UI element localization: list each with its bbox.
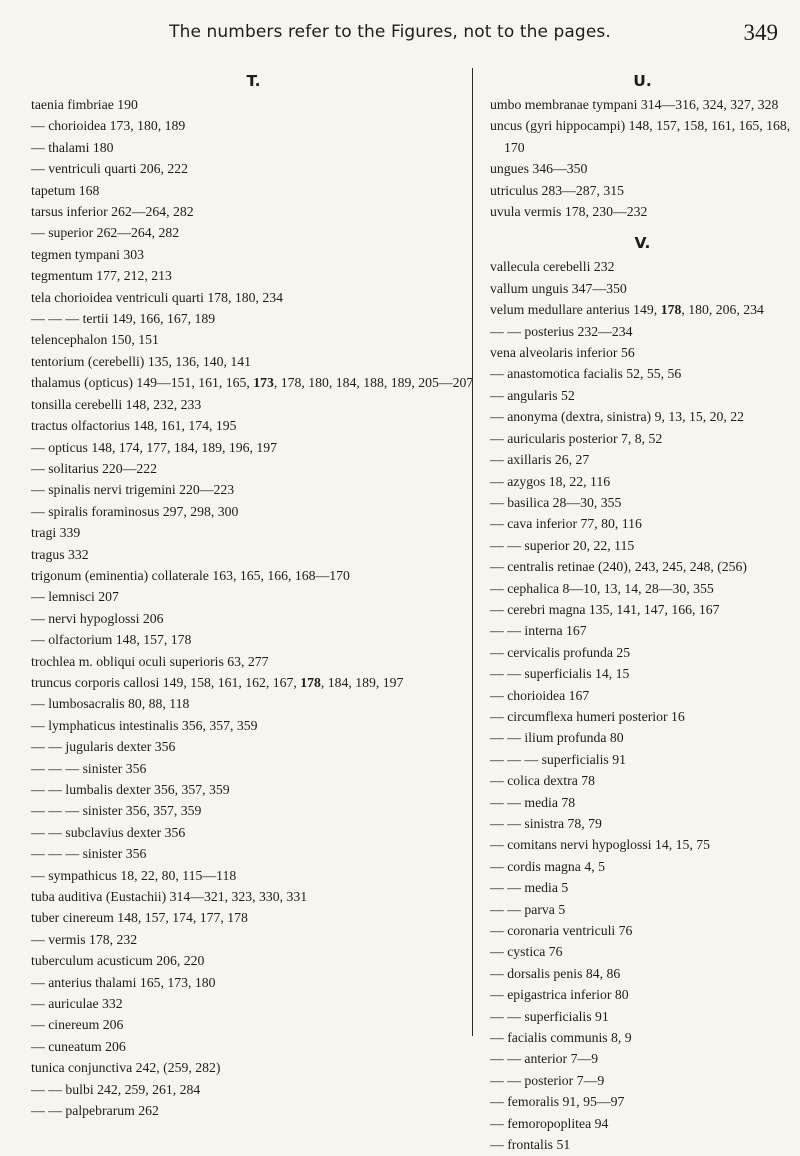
index-entry: truncus corporis callosi 149, 158, 161, 162, 167, 178, 184, 189, 197 (31, 674, 404, 690)
index-entry: — cephalica 8—10, 13, 14, 28—30, 355 (490, 580, 714, 596)
index-entry: — — superior 20, 22, 115 (490, 537, 635, 553)
index-entry: — — jugularis dexter 356 (31, 739, 176, 755)
index-entry: telencephalon 150, 151 (31, 332, 159, 348)
index-entry: taenia fimbriae 190 (31, 97, 138, 112)
index-entry: — circumflexa humeri posterior 16 (490, 708, 685, 724)
index-entry: tarsus inferior 262—264, 282 (31, 204, 194, 220)
index-entry: — — superficialis 91 (490, 1008, 609, 1024)
index-entry: — — parva 5 (490, 901, 566, 917)
index-entry: — — — tertii 149, 166, 167, 189 (31, 311, 216, 327)
index-entry: tuba auditiva (Eustachii) 314—321, 323, 330, 331 (31, 889, 308, 905)
index-entry: tonsilla cerebelli 148, 232, 233 (31, 396, 202, 412)
index-entry: — — posterius 232—234 (490, 323, 633, 339)
index-column-left (31, 70, 474, 1122)
index-entry: tragus 332 (31, 546, 89, 562)
index-entry: — dorsalis penis 84, 86 (490, 965, 621, 981)
index-entry: — — — superficialis 91 (490, 751, 626, 767)
index-entry: — ventriculi quarti 206, 222 (31, 161, 188, 177)
index-entry: tegmen tympani 303 (31, 246, 145, 262)
index-entry: — — ilium profunda 80 (490, 730, 624, 746)
index-entry: — femoropoplitea 94 (490, 1115, 609, 1131)
page-number: 349 (743, 20, 778, 45)
index-entry: — centralis retinae (240), 243, 245, 248, (256) (490, 559, 747, 575)
section-letter-heading: T. (246, 72, 261, 90)
index-entry: — — superficialis 14, 15 (490, 666, 630, 682)
index-entry: — lemnisci 207 (31, 589, 119, 605)
index-entry: — frontalis 51 (490, 1137, 571, 1153)
index-entry: — cinereum 206 (31, 1017, 124, 1033)
index-entry: — femoralis 91, 95—97 (490, 1094, 625, 1110)
index-entry: — — posterior 7—9 (490, 1072, 605, 1088)
index-entry: — sympathicus 18, 22, 80, 115—118 (31, 867, 237, 883)
index-entry: — — media 78 (490, 794, 576, 810)
index-entry: — cervicalis profunda 25 (490, 644, 631, 660)
bold-reference: 173 (253, 375, 274, 391)
index-entry: — colica dextra 78 (490, 773, 595, 789)
index-entry: — — bulbi 242, 259, 261, 284 (31, 1081, 201, 1097)
index-entry: — comitans nervi hypoglossi 14, 15, 75 (490, 837, 710, 853)
index-entry: — epigastrica inferior 80 (490, 987, 629, 1003)
running-header (0, 18, 800, 58)
index-entry: — — — sinister 356 (31, 760, 147, 776)
index-entry: vallecula cerebelli 232 (490, 259, 615, 275)
index-entry: — spiralis foraminosus 297, 298, 300 (31, 503, 239, 519)
index-entry: — anastomotica facialis 52, 55, 56 (490, 366, 682, 382)
index-entry: — facialis communis 8, 9 (490, 1030, 632, 1046)
index-entry: vallum unguis 347—350 (490, 280, 627, 296)
index-entry: — — lumbalis dexter 356, 357, 359 (31, 782, 230, 797)
index-entry: tunica conjunctiva 242, (259, 282) (31, 1060, 221, 1076)
index-entry: — angularis 52 (490, 387, 575, 403)
index-entry: — — palpebrarum 262 (31, 1103, 159, 1119)
index-entry: trigonum (eminentia) collaterale 163, 165, 166, 168—170 (31, 567, 350, 583)
index-entry: — — — sinister 356, 357, 359 (31, 803, 202, 819)
index-entry: — olfactorium 148, 157, 178 (31, 632, 192, 648)
index-entry: tuber cinereum 148, 157, 174, 177, 178 (31, 910, 248, 926)
index-entry: — superior 262—264, 282 (31, 225, 180, 241)
index-entry: — coronaria ventriculi 76 (490, 923, 633, 939)
header-caption: The numbers refer to the Figures, not to the pages. (169, 22, 611, 42)
index-entry: ungues 346—350 (490, 161, 588, 177)
index-entry: — cerebri magna 135, 141, 147, 166, 167 (490, 601, 720, 617)
index-entry: vena alveolaris inferior 56 (490, 345, 635, 361)
index-entry: tuberculum acusticum 206, 220 (31, 953, 205, 969)
index-entry: — cava inferior 77, 80, 116 (490, 516, 642, 532)
section-letter-heading: V. (634, 234, 651, 253)
index-column-right (490, 70, 791, 1156)
index-entry: — — interna 167 (490, 623, 587, 639)
index-entry: tela chorioidea ventriculi quarti 178, 180, 234 (31, 289, 284, 305)
index-entry: uvula vermis 178, 230—232 (490, 204, 648, 220)
index-entry: — thalami 180 (31, 139, 114, 155)
index-entry: — nervi hypoglossi 206 (31, 610, 164, 626)
index-entry: — axillaris 26, 27 (490, 452, 590, 468)
index-entry: — lumbosacralis 80, 88, 118 (31, 696, 190, 712)
index-entry: — auriculae 332 (31, 996, 123, 1012)
index-entry: — chorioidea 173, 180, 189 (31, 118, 186, 134)
index-entry: trochlea m. obliqui oculi superioris 63, 277 (31, 653, 269, 669)
index-entry: — auricularis posterior 7, 8, 52 (490, 430, 663, 446)
index-entry: — anonyma (dextra, sinistra) 9, 13, 15, 20, 22 (490, 409, 744, 425)
index-entry: tentorium (cerebelli) 135, 136, 140, 141 (31, 353, 251, 369)
index-entry: — solitarius 220—222 (31, 460, 158, 476)
index-entry: — — — sinister 356 (31, 846, 147, 862)
index-entry: — — media 5 (490, 880, 569, 896)
index-entry: — spinalis nervi trigemini 220—223 (31, 482, 235, 498)
index-entry: tapetum 168 (31, 182, 100, 198)
index-entry: — basilica 28—30, 355 (490, 494, 622, 510)
index-entry: — azygos 18, 22, 116 (490, 473, 611, 489)
index-entry: — — subclavius dexter 356 (31, 824, 186, 840)
bold-reference: 178 (300, 674, 321, 690)
index-entry: tractus olfactorius 148, 161, 174, 195 (31, 418, 237, 434)
index-entry: uncus (gyri hippocampi) 148, 157, 158, 161, 165, 168, 170 (490, 118, 791, 155)
bold-reference: 178 (660, 302, 682, 318)
index-entry: — lymphaticus intestinalis 356, 357, 359 (31, 717, 258, 733)
index-entry: — anterius thalami 165, 173, 180 (31, 974, 216, 990)
index-entry: — — sinistra 78, 79 (490, 816, 602, 831)
index-entry: velum medullare anterius 149, 178, 180, 206, 234 (490, 302, 764, 318)
index-entry: tegmentum 177, 212, 213 (31, 268, 172, 284)
index-entry: umbo membranae tympani 314—316, 324, 327, 328 (490, 97, 779, 112)
index-entry: — chorioidea 167 (490, 687, 590, 703)
index-entry: thalamus (opticus) 149—151, 161, 165, 173, 178, 180, 184, 188, 189, 205—207 (31, 375, 474, 391)
index-entry: utriculus 283—287, 315 (490, 182, 625, 198)
index-entry: — vermis 178, 232 (31, 931, 138, 947)
index-entry: — — anterior 7—9 (490, 1051, 599, 1067)
index-entry: — opticus 148, 174, 177, 184, 189, 196, 197 (31, 439, 277, 455)
section-letter-heading: U. (633, 72, 652, 90)
index-entry: — cordis magna 4, 5 (490, 858, 605, 874)
index-entry: — cystica 76 (490, 944, 563, 960)
index-entry: — cuneatum 206 (31, 1038, 126, 1054)
index-entry: tragi 339 (31, 525, 81, 541)
